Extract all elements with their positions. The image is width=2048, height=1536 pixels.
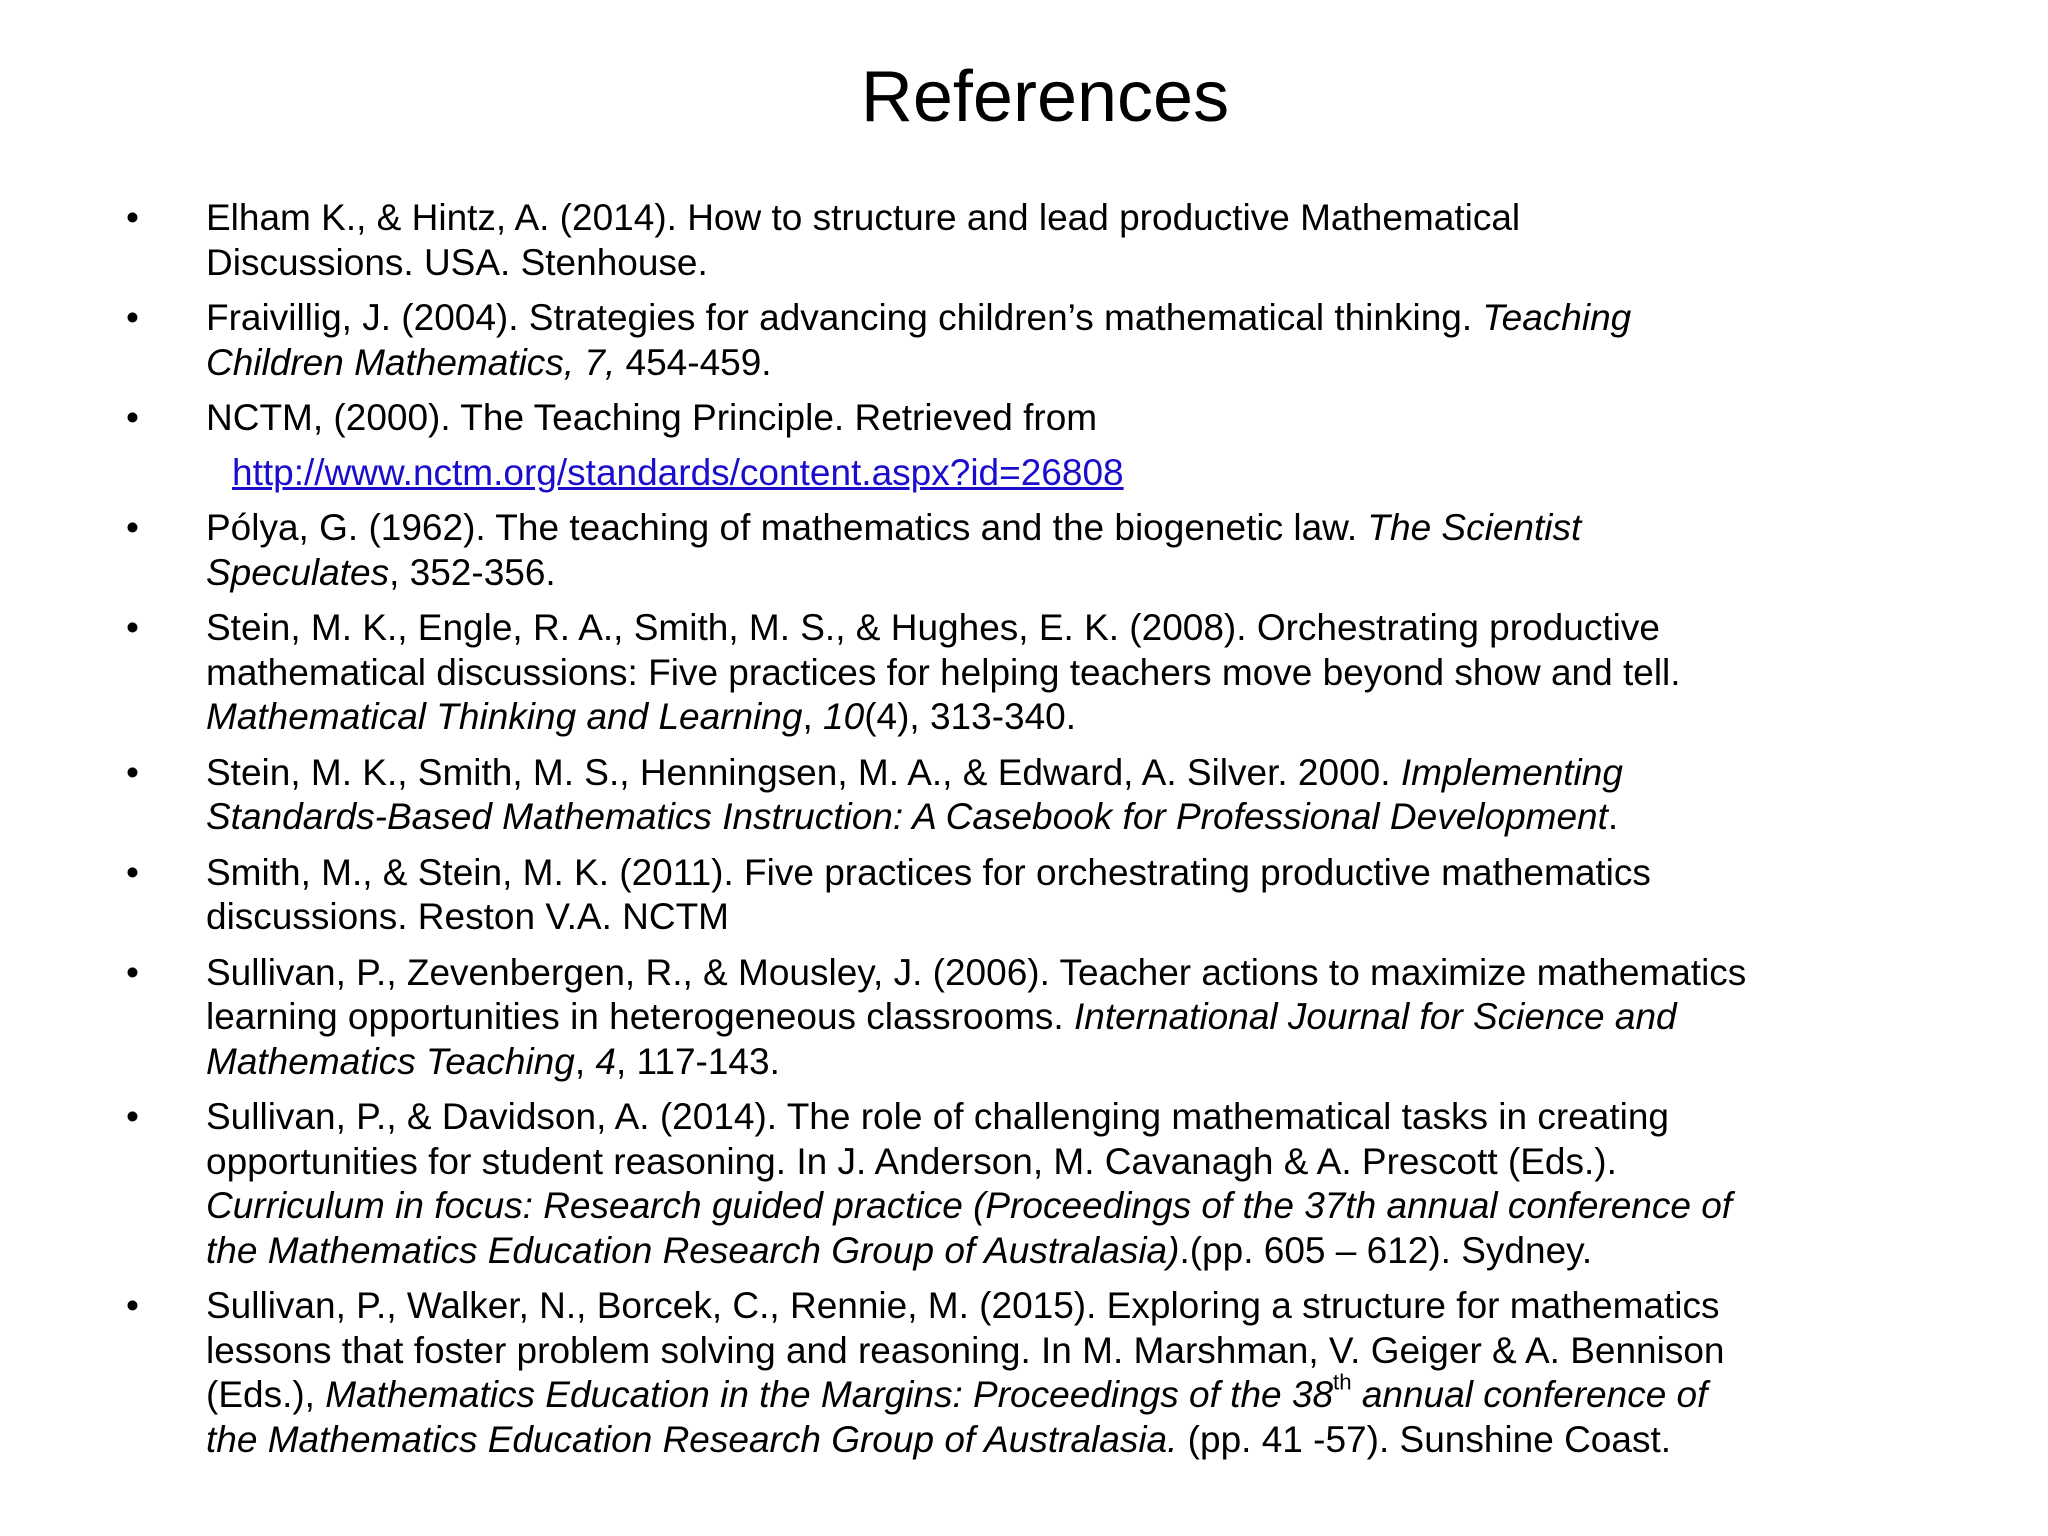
- bullet-icon: •: [126, 297, 139, 338]
- reference-text: Stein, M. K., Smith, M. S., Henningsen, M. A., & Edward, A. Silver. 2000.: [206, 751, 1401, 793]
- reference-text: Discussions. USA. Stenhouse.: [206, 241, 708, 283]
- journal-title: International Journal for Science and: [1073, 996, 1677, 1037]
- reference-text: discussions. Reston V.A. NCTM: [206, 896, 729, 937]
- superscript-ordinal: th: [1333, 1369, 1352, 1395]
- proceedings-title: the Mathematics Education Research Group of Australasia): [206, 1229, 1180, 1271]
- reference-link[interactable]: http://www.nctm.org/standards/content.aspx?id=26808: [232, 451, 1124, 493]
- volume-number: 10: [823, 696, 865, 737]
- reference-text: Pólya, G. (1962). The teaching of mathematics and the biogenetic law.: [206, 507, 1368, 548]
- volume-number: 4: [595, 1040, 616, 1082]
- journal-title: The Scientist: [1367, 507, 1582, 548]
- reference-text: learning opportunities in heterogeneous classrooms.: [206, 996, 1074, 1037]
- reference-text: Smith, M., & Stein, M. K. (2011). Five practices for orchestrating productive mathematics: [206, 851, 1651, 893]
- proceedings-title: Mathematics Education in the Margins: Proceedings of the 38: [325, 1374, 1334, 1415]
- bullet-icon: •: [126, 851, 139, 893]
- proceedings-title: the Mathematics Education Research Group of Australasia.: [206, 1418, 1178, 1460]
- reference-text: .: [1607, 796, 1619, 837]
- journal-title: Speculates: [206, 551, 390, 593]
- reference-item: [0, 951, 2048, 1085]
- bullet-icon: •: [126, 951, 139, 993]
- reference-text: Elham K., & Hintz, A. (2014). How to structure and lead productive Mathematical: [206, 197, 1521, 238]
- journal-title: Teaching: [1482, 297, 1632, 338]
- reference-text: 454-459.: [615, 341, 772, 383]
- reference-text: Sullivan, P., & Davidson, A. (2014). The role of challenging mathematical tasks in creating: [206, 1096, 1669, 1137]
- reference-text: Sullivan, P., Walker, N., Borcek, C., Rennie, M. (2015). Exploring a structure for mathematics: [206, 1285, 1720, 1326]
- proceedings-title: Curriculum in focus: Research guided practice (Proceedings of the 37th annual conference of: [206, 1185, 1733, 1226]
- reference-item: [0, 296, 2048, 385]
- reference-item: [0, 751, 2048, 840]
- reference-item: [0, 606, 2048, 740]
- bullet-icon: •: [126, 751, 139, 793]
- reference-text: , 117-143.: [615, 1040, 780, 1082]
- reference-item: [0, 396, 2048, 495]
- reference-text: ,: [574, 1040, 596, 1082]
- reference-text: , 352-356.: [389, 551, 556, 593]
- bullet-icon: •: [126, 197, 139, 238]
- book-title: Standards-Based Mathematics Instruction: A Casebook for Professional Development: [206, 796, 1608, 837]
- bullet-icon: •: [126, 1285, 139, 1326]
- journal-title: Mathematics Teaching: [206, 1040, 575, 1082]
- reference-text: Fraivillig, J. (2004). Strategies for advancing children’s mathematical thinking.: [206, 297, 1483, 338]
- proceedings-title: annual conference of: [1351, 1374, 1708, 1415]
- book-title: Implementing: [1400, 751, 1623, 793]
- reference-text: (4), 313-340.: [864, 696, 1077, 737]
- reference-item: [0, 196, 2048, 285]
- journal-title: Mathematical Thinking and Learning: [206, 696, 803, 737]
- reference-text: (pp. 41 -57). Sunshine Coast.: [1177, 1418, 1672, 1460]
- reference-item: [0, 506, 2048, 595]
- reference-text: mathematical discussions: Five practices for helping teachers move beyond show and tell.: [206, 651, 1681, 693]
- reference-text: (Eds.),: [206, 1374, 326, 1415]
- reference-text: opportunities for student reasoning. In J. Anderson, M. Cavanagh & A. Prescott (Eds.).: [206, 1140, 1617, 1182]
- bullet-icon: •: [126, 607, 139, 648]
- reference-item: [0, 851, 2048, 940]
- reference-text: NCTM, (2000). The Teaching Principle. Retrieved from: [206, 397, 1098, 438]
- bullet-icon: •: [126, 1096, 139, 1137]
- reference-text: Sullivan, P., Zevenbergen, R., & Mousley, J. (2006). Teacher actions to maximize mathematics: [206, 951, 1747, 993]
- slide-title: References: [860, 57, 1230, 137]
- journal-title: Children Mathematics, 7,: [206, 341, 616, 383]
- bullet-icon: •: [126, 507, 139, 548]
- reference-item: [0, 1284, 2048, 1462]
- bullet-icon: •: [126, 397, 139, 438]
- reference-text: Stein, M. K., Engle, R. A., Smith, M. S., & Hughes, E. K. (2008). Orchestrating productive: [206, 607, 1660, 648]
- reference-text: ,: [802, 696, 824, 737]
- reference-text: .(pp. 605 – 612). Sydney.: [1179, 1229, 1593, 1271]
- reference-list: [0, 196, 2048, 1473]
- reference-text: lessons that foster problem solving and reasoning. In M. Marshman, V. Geiger & A. Bennison: [206, 1329, 1725, 1371]
- reference-item: [0, 1095, 2048, 1273]
